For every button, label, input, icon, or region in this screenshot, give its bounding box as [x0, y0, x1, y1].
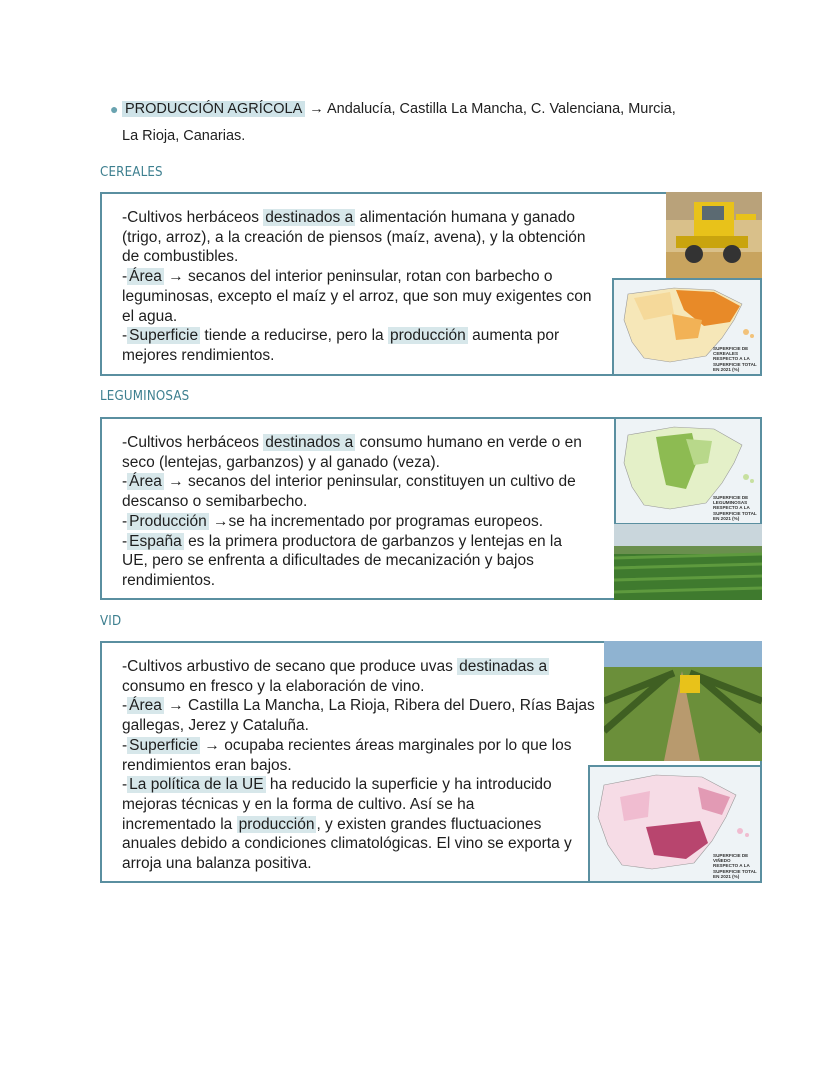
- cereales-map: [612, 278, 762, 376]
- vid-para-3: - Superficie → ocupaba recientes áreas marginales por lo que los rendimientos eran bajos.: [122, 736, 572, 774]
- vid-para-4: - La política de la UE ha reducido la superficie y ha introducido mejoras técnicas y en la forma de cultivo. Así se ha incrementado la producción , y existen grandes fluctuaciones anuales debido a condiciones climatológicas. El vino se exporta y arroja una balanza positiva.: [122, 776, 572, 873]
- cereales-para-3: - Superficie tiende a reducirse, pero la producción aumenta por mejores rendimientos.: [122, 327, 560, 364]
- leguminosas-para-3: - Producción →se ha incrementado por programas europeos.: [122, 512, 544, 530]
- intro-line1: → Andalucía, Castilla La Mancha, C. Valenciana, Murcia,: [309, 101, 676, 117]
- section-title-cereales: CEREALES: [100, 164, 163, 180]
- section-title-vid: VID: [100, 613, 122, 629]
- vineyard-photo: [604, 641, 762, 761]
- harvester-photo: [666, 192, 762, 280]
- cereales-text: [122, 208, 602, 366]
- leguminosas-para-2: - Área → secanos del interior peninsular, constituyen un cultivo de descanso o semibarbecho.: [122, 473, 576, 511]
- vid-para-2: - Área → Castilla La Mancha, La Rioja, Ribera del Duero, Rías Bajas gallegas, Jerez y Cataluña.: [122, 697, 595, 735]
- leguminosas-map: [614, 417, 762, 525]
- leguminosas-map-caption: SUPERFICIE DE LEGUMINOSAS RESPECTO A LA SUPERFICIE TOTAL EN 2021 (%): [713, 494, 757, 521]
- bullet-icon: ●: [110, 101, 119, 117]
- vid-text: [122, 657, 600, 874]
- vid-map-caption: SUPERFICIE DE VIÑEDO RESPECTO A LA SUPERFICIE TOTAL EN 2021 (%): [713, 852, 757, 879]
- field-photo: [614, 524, 762, 600]
- leguminosas-text: [122, 433, 592, 591]
- cereales-map-caption: SUPERFICIE DE CEREALES RESPECTO A LA SUPERFICIE TOTAL EN 2021 (%): [713, 345, 757, 372]
- intro-bullet: [110, 96, 762, 150]
- cereales-para-2: - Área → secanos del interior peninsular, rotan con barbecho o leguminosas, excepto el maíz y el arroz, que son muy exigentes con el agua.: [122, 268, 592, 325]
- intro-label: PRODUCCIÓN AGRÍCOLA: [122, 101, 305, 117]
- section-title-leguminosas: LEGUMINOSAS: [100, 388, 190, 404]
- leguminosas-para-4: - España es la primera productora de garbanzos y lentejas en la UE, pero se enfrenta a dificultades de mecanización y bajos rendimientos.: [122, 532, 562, 589]
- vid-para-1: -Cultivos arbustivo de secano que produce uvas destinadas a consumo en fresco y la elaboración de vino.: [122, 658, 548, 695]
- leguminosas-para-1: -Cultivos herbáceos destinados a consumo humano en verde o en seco (lentejas, garbanzos) y al ganado (veza).: [122, 434, 582, 471]
- cereales-para-1: -Cultivos herbáceos destinados a alimentación humana y ganado (trigo, arroz), a la creación de piensos (maíz, avena), y la obtención de combustibles.: [122, 209, 586, 266]
- vid-map: [588, 765, 762, 883]
- intro-line2: La Rioja, Canarias.: [122, 128, 246, 144]
